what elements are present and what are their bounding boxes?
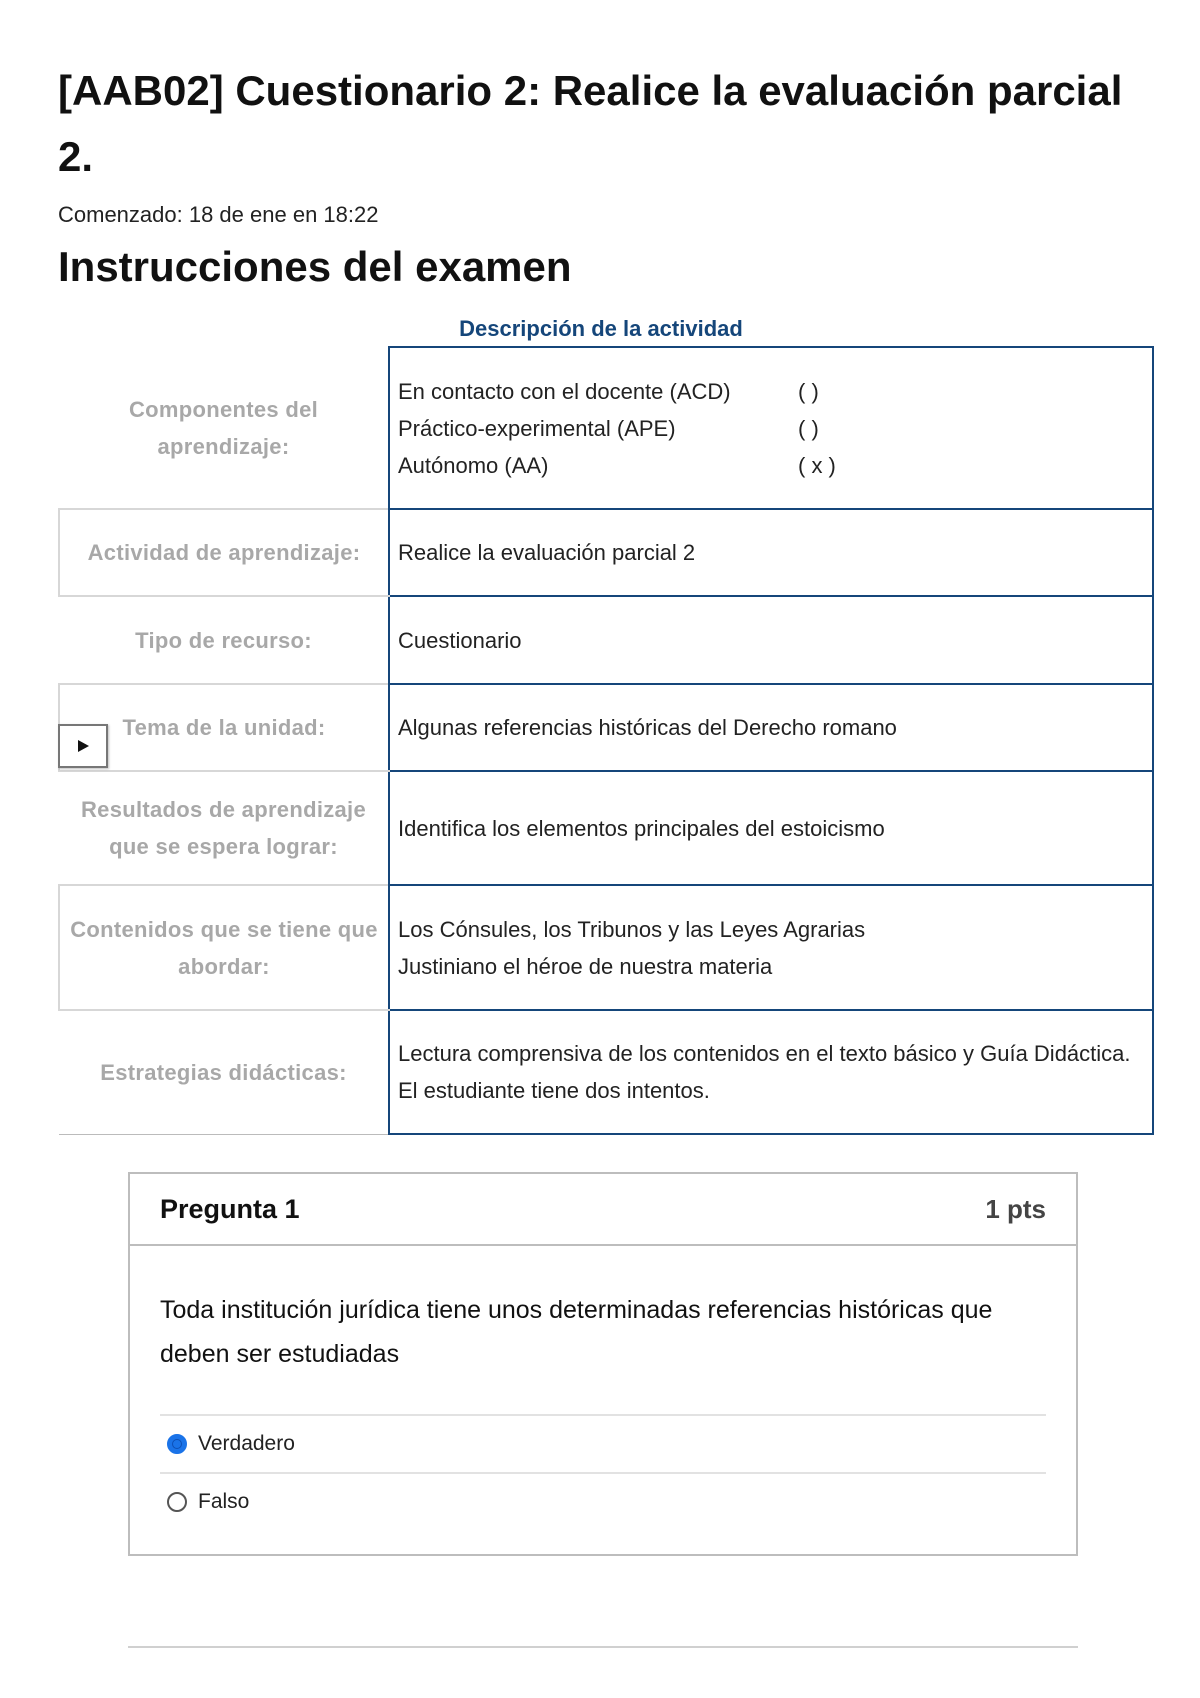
table-row: [59, 885, 1153, 1010]
media-play-button[interactable]: [58, 724, 108, 768]
row-value: [389, 596, 1153, 684]
play-icon: [75, 738, 91, 754]
row-label: Resultados de aprendizaje que se espera lograr:: [80, 797, 367, 859]
instructions-heading: Instrucciones del examen: [58, 243, 572, 290]
started-timestamp: Comenzado: 18 de ene en 18:22: [58, 202, 379, 227]
row-value-line: Lectura comprensiva de los contenidos en el texto básico y Guía Didáctica. El estudiante tiene dos intentos.: [398, 1041, 1131, 1103]
activity-caption: Descripción de la actividad: [459, 316, 743, 341]
page-title: [AAB02] Cuestionario 2: Realice la evaluación parcial 2.: [58, 67, 1123, 180]
row-label: Actividad de aprendizaje:: [59, 509, 389, 596]
table-row: [59, 1010, 1153, 1134]
radio-unselected-icon[interactable]: [166, 1491, 188, 1513]
question-header: [130, 1174, 1076, 1246]
table-row: [59, 771, 1153, 885]
row-value: [389, 347, 1153, 509]
component-line: [398, 373, 1144, 410]
answer-label: Falso: [198, 1490, 250, 1513]
answer-option-falso[interactable]: [160, 1472, 1046, 1530]
table-row: [59, 684, 1153, 771]
question-card: [128, 1172, 1078, 1556]
component-name: Autónomo (AA): [398, 452, 549, 478]
table-row: [59, 509, 1153, 596]
row-value-line: Algunas referencias históricas del Derecho romano: [398, 715, 897, 740]
row-value-line: Identifica los elementos principales del estoicismo: [398, 815, 885, 841]
component-mark: ( x ): [798, 452, 836, 478]
table-row: [59, 347, 1153, 509]
row-value-line: Justiniano el héroe de nuestra materia: [398, 953, 773, 979]
component-mark: ( ): [798, 378, 819, 404]
activity-table: [58, 346, 1154, 1135]
component-name: En contacto con el docente (ACD): [398, 378, 731, 404]
question-points: 1 pts: [985, 1193, 1046, 1224]
row-label: Estrategias didácticas:: [59, 1010, 389, 1134]
row-label: Tipo de recurso:: [135, 627, 312, 653]
row-value: [389, 509, 1153, 596]
row-label: Tema de la unidad:: [59, 684, 389, 771]
answer-label: Verdadero: [198, 1432, 295, 1455]
row-value-line: Los Cónsules, los Tribunos y las Leyes Agrarias: [398, 916, 866, 942]
divider: [128, 1646, 1078, 1648]
row-label: Contenidos que se tiene que abordar:: [59, 885, 389, 1010]
component-line: [398, 410, 1144, 447]
row-value: [389, 1010, 1153, 1134]
row-value: [389, 771, 1153, 885]
question-name: Pregunta 1: [160, 1193, 300, 1224]
row-value-line: Realice la evaluación parcial 2: [398, 540, 696, 565]
component-mark: ( ): [798, 415, 819, 441]
component-name: Práctico-experimental (APE): [398, 415, 676, 441]
row-label: Componentes del aprendizaje:: [128, 396, 319, 459]
question-text: Toda institución jurídica tiene unos determinadas referencias históricas que deben ser estudiadas: [160, 1296, 993, 1368]
table-row: [59, 596, 1153, 684]
radio-selected-icon[interactable]: [166, 1433, 188, 1455]
answer-option-verdadero[interactable]: [160, 1414, 1046, 1472]
row-value: [389, 684, 1153, 771]
row-value: [389, 885, 1153, 1010]
component-line: [398, 447, 1144, 484]
row-value-line: Cuestionario: [398, 627, 522, 653]
